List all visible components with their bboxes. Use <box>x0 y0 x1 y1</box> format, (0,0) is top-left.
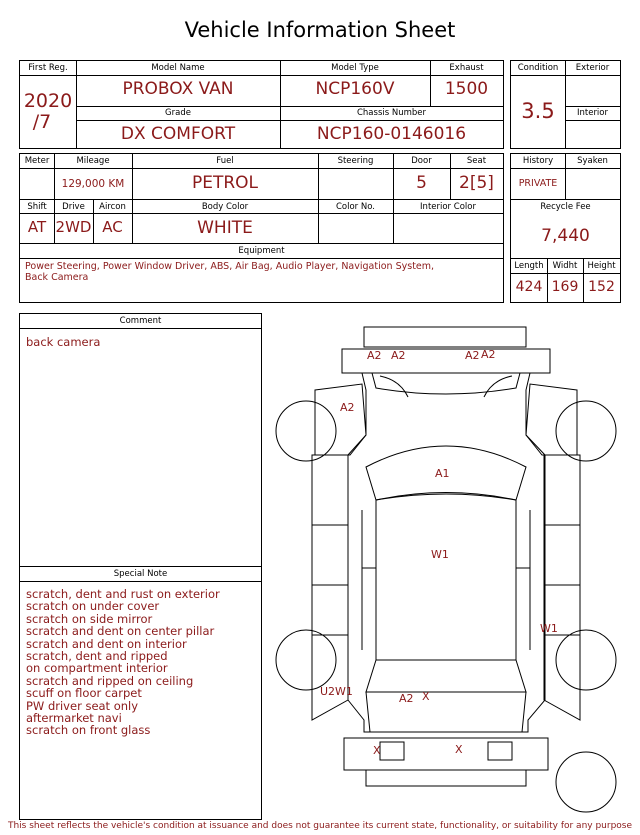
left-front-door <box>312 525 348 585</box>
history-table <box>510 153 621 303</box>
mark-rear-bumper-right: X <box>455 743 463 756</box>
right-front-door <box>544 525 580 585</box>
left-front-fender <box>315 384 366 455</box>
special-note-item: on compartment interior <box>26 661 168 676</box>
interior-color-label: Interior Color <box>420 202 476 212</box>
mark-right-rear-side: W1 <box>540 622 558 635</box>
height-label: Height <box>587 261 616 271</box>
fuel-label: Fuel <box>216 156 234 166</box>
spare-wheel <box>556 752 616 812</box>
length-value: 424 <box>515 279 543 295</box>
chassis-value: NCP160-0146016 <box>316 124 467 144</box>
model-type-label: Model Type <box>331 63 379 73</box>
mark-rear-gate-x: X <box>422 690 430 703</box>
special-note-list <box>26 588 261 737</box>
history-label: History <box>522 156 554 166</box>
mileage-value: 129,000 KM <box>61 178 125 190</box>
condition-grade: 3.5 <box>521 99 555 123</box>
seat-value: 2[5] <box>459 173 494 193</box>
rear-right-wheel <box>556 630 616 690</box>
width-value: 169 <box>551 279 579 295</box>
color-no-label: Color No. <box>335 202 375 212</box>
front-left-wheel <box>276 401 336 461</box>
front-bumper-top <box>364 327 526 347</box>
mark-rear-gate-a: A2 <box>399 692 414 705</box>
grade-label: Grade <box>165 108 191 118</box>
special-note-item: scratch and dent on interior <box>26 636 187 651</box>
exhaust-label: Exhaust <box>449 63 484 73</box>
vehicle-info-table <box>19 60 504 149</box>
equipment-line-1: Power Steering, Power Window Driver, ABS, Air Bag, Audio Player, Navigation System, <box>25 261 435 272</box>
grade-value: DX COMFORT <box>120 124 236 144</box>
aircon-value: AC <box>102 218 123 236</box>
model-name-value: PROBOX VAN <box>122 79 234 99</box>
rear-left-wheel <box>276 630 336 690</box>
special-note-item: scratch on under cover <box>26 599 160 614</box>
disclaimer-footer: This sheet reflects the vehicle's condition at issuance and does not guarantee its current state, functionality, or suitability for any purpose <box>7 821 633 831</box>
steering-label: Steering <box>337 156 374 166</box>
length-label: Length <box>514 261 544 271</box>
exterior-label: Exterior <box>575 63 610 73</box>
page-title: Vehicle Information Sheet <box>184 18 456 42</box>
first-reg-year: 2020 <box>23 90 73 112</box>
comment-label: Comment <box>119 316 162 326</box>
door-label: Door <box>411 156 432 166</box>
special-note-item: scratch, dent and rust on exterior <box>26 587 220 601</box>
rear-bumper-lower <box>366 770 526 786</box>
model-name-label: Model Name <box>151 63 205 73</box>
condition-label: Condition <box>517 63 559 73</box>
hood <box>372 373 520 394</box>
fuel-value: PETROL <box>191 173 259 193</box>
shift-value: AT <box>27 218 47 236</box>
special-note-item: scratch and ripped on ceiling <box>26 673 194 688</box>
mark-windshield: A1 <box>435 467 450 480</box>
first-reg-label: First Reg. <box>28 63 68 73</box>
special-note-item: scratch and dent on center pillar <box>26 624 215 639</box>
condition-table <box>510 60 621 149</box>
roof <box>376 494 516 660</box>
first-reg-month: /7 <box>32 111 52 133</box>
interior-label: Interior <box>576 108 608 118</box>
chassis-label: Chassis Number <box>356 108 427 118</box>
left-a-pillar <box>312 455 348 525</box>
exhaust-value: 1500 <box>444 79 489 99</box>
drive-value: 2WD <box>55 218 92 236</box>
seat-label: Seat <box>466 156 487 166</box>
body-color-label: Body Color <box>201 202 249 212</box>
mark-front-bumper-right: A2 <box>465 349 480 362</box>
drive-label: Drive <box>62 202 85 212</box>
model-type-value: NCP160V <box>315 79 395 99</box>
meter-label: Meter <box>24 156 50 166</box>
mark-front-bumper-left: A2 <box>367 349 382 362</box>
door-value: 5 <box>416 173 427 193</box>
history-value: PRIVATE <box>518 178 558 189</box>
width-label: Widht <box>552 261 578 271</box>
rear-gate <box>366 692 526 732</box>
special-note-item: PW driver seat only <box>26 698 139 713</box>
aircon-label: Aircon <box>99 202 126 212</box>
comment-panel <box>19 313 262 820</box>
vehicle-spec-table <box>19 153 504 303</box>
car-damage-diagram <box>270 320 630 820</box>
equipment-line-2: Back Camera <box>25 272 89 283</box>
right-front-fender <box>526 384 577 455</box>
mark-roof: W1 <box>431 548 449 561</box>
syaken-label: Syaken <box>577 156 608 166</box>
equipment-text <box>25 261 500 283</box>
special-note-item: aftermarket navi <box>26 711 122 726</box>
body-color-value: WHITE <box>197 218 253 238</box>
special-note-item: scratch on side mirror <box>26 611 153 626</box>
special-note-item: scratch, dent and ripped <box>26 649 168 664</box>
mark-front-bumper-right2: A2 <box>481 348 496 361</box>
left-rear-door <box>312 585 348 635</box>
special-note-item: scuff on floor carpet <box>26 686 142 701</box>
special-note-label: Special Note <box>113 569 168 579</box>
mileage-label: Mileage <box>76 156 110 166</box>
equipment-label: Equipment <box>238 246 285 256</box>
front-right-wheel <box>556 401 616 461</box>
right-a-pillar <box>544 455 580 525</box>
rear-window <box>366 660 526 692</box>
special-note-item: scratch on front glass <box>26 723 151 738</box>
comment-text: back camera <box>26 335 101 349</box>
mark-front-bumper-left2: A2 <box>391 349 406 362</box>
shift-label: Shift <box>27 202 47 212</box>
mark-front-left-fender: A2 <box>340 401 355 414</box>
mark-rear-bumper-left: X <box>373 744 381 757</box>
recycle-fee-label: Recycle Fee <box>540 202 591 212</box>
mark-left-rear: U2W1 <box>320 685 353 698</box>
recycle-fee-value: 7,440 <box>541 226 590 246</box>
height-value: 152 <box>588 279 615 295</box>
